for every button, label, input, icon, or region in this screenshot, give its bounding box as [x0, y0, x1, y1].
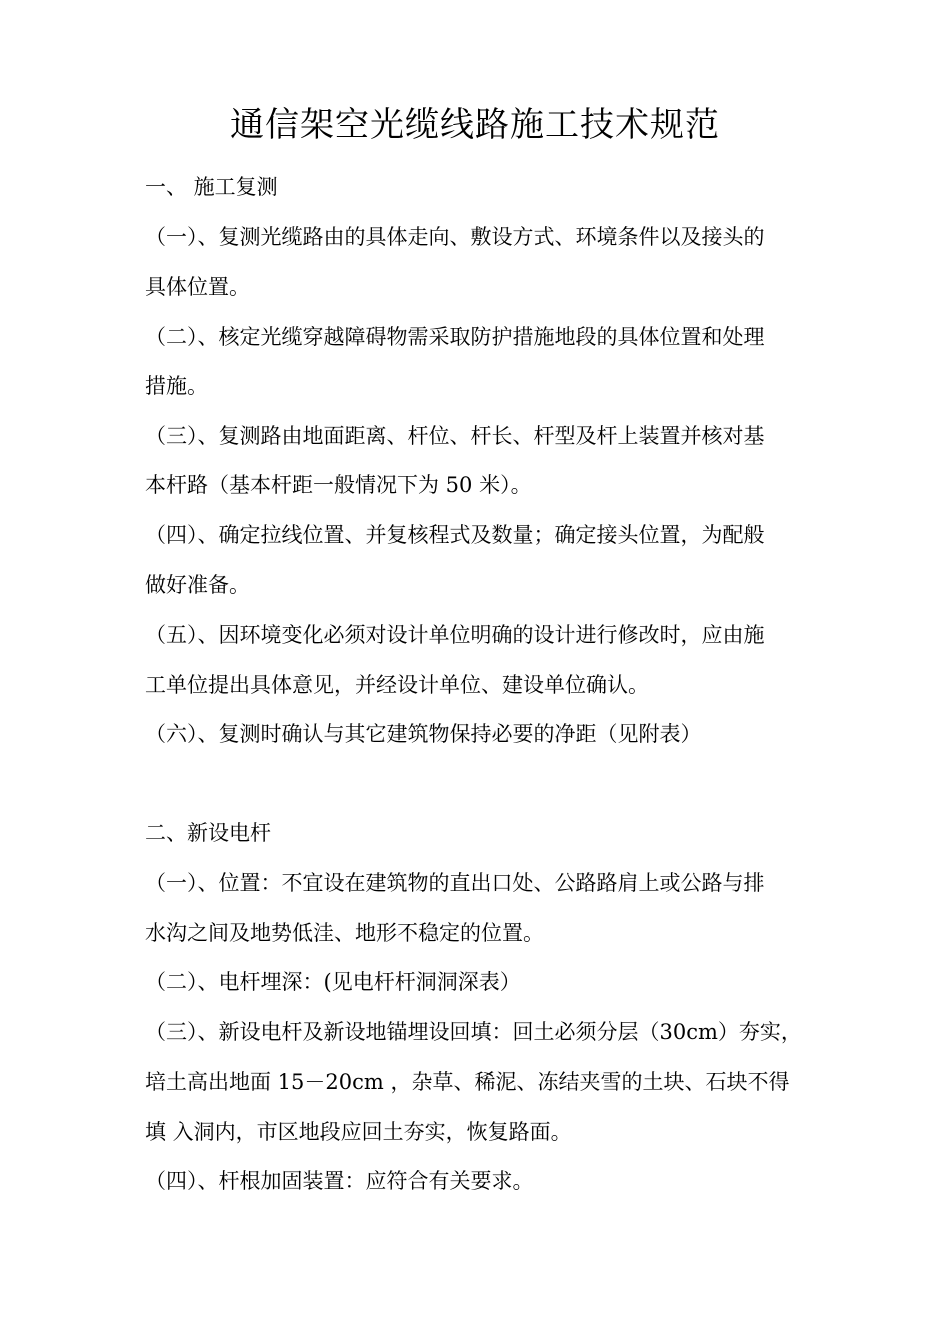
section-2-line-1: （一）、位置：不宜设在建筑物的直出口处、公路路肩上或公路与排 [145, 871, 765, 895]
section-2-line-2: 水沟之间及地势低洼、地形不稳定的位置。 [145, 921, 544, 945]
section-1-line-8: 做好准备。 [145, 573, 250, 597]
section-1-line-7: （四）、确定拉线位置、并复核程式及数量；确定接头位置，为配般 [145, 523, 765, 547]
section-2-line-5: 培土高出地面 15－20cm ，杂草、稀泥、冻结夹雪的土块、石块不得 [145, 1070, 790, 1094]
section-2-line-7: （四）、杆根加固装置：应符合有关要求。 [145, 1169, 534, 1193]
section-1-heading: 一、 施工复测 [145, 175, 278, 199]
document-title: 通信架空光缆线路施工技术规范 [230, 105, 720, 145]
section-2-line-3: （二）、电杆埋深：(见电杆杆洞洞深表） [145, 970, 521, 994]
section-1-line-4: 措施。 [145, 374, 208, 398]
section-1-line-5: （三）、复测路由地面距离、杆位、杆长、杆型及杆上装置并核对基 [145, 424, 765, 448]
section-2-line-6: 填 入洞内，市区地段应回土夯实，恢复路面。 [145, 1120, 572, 1144]
section-1-line-3: （二）、核定光缆穿越障碍物需采取防护措施地段的具体位置和处理 [145, 325, 765, 349]
section-2-heading: 二、新设电杆 [145, 821, 271, 845]
section-1-line-1: （一）、复测光缆路由的具体走向、敷设方式、环境条件以及接头的 [145, 225, 765, 249]
section-1-line-6: 本杆路（基本杆距一般情况下为 50 米）。 [145, 473, 532, 497]
section-1-line-2: 具体位置。 [145, 275, 250, 299]
section-1-line-9: （五）、因环境变化必须对设计单位明确的设计进行修改时，应由施 [145, 623, 765, 647]
section-1-line-10: 工单位提出具体意见，并经设计单位、建设单位确认。 [145, 673, 649, 697]
section-1-line-11: （六）、复测时确认与其它建筑物保持必要的净距（见附表） [145, 722, 702, 746]
section-2-line-4: （三）、新设电杆及新设地锚埋设回填：回土必须分层（30cm）夯实， [145, 1020, 802, 1044]
